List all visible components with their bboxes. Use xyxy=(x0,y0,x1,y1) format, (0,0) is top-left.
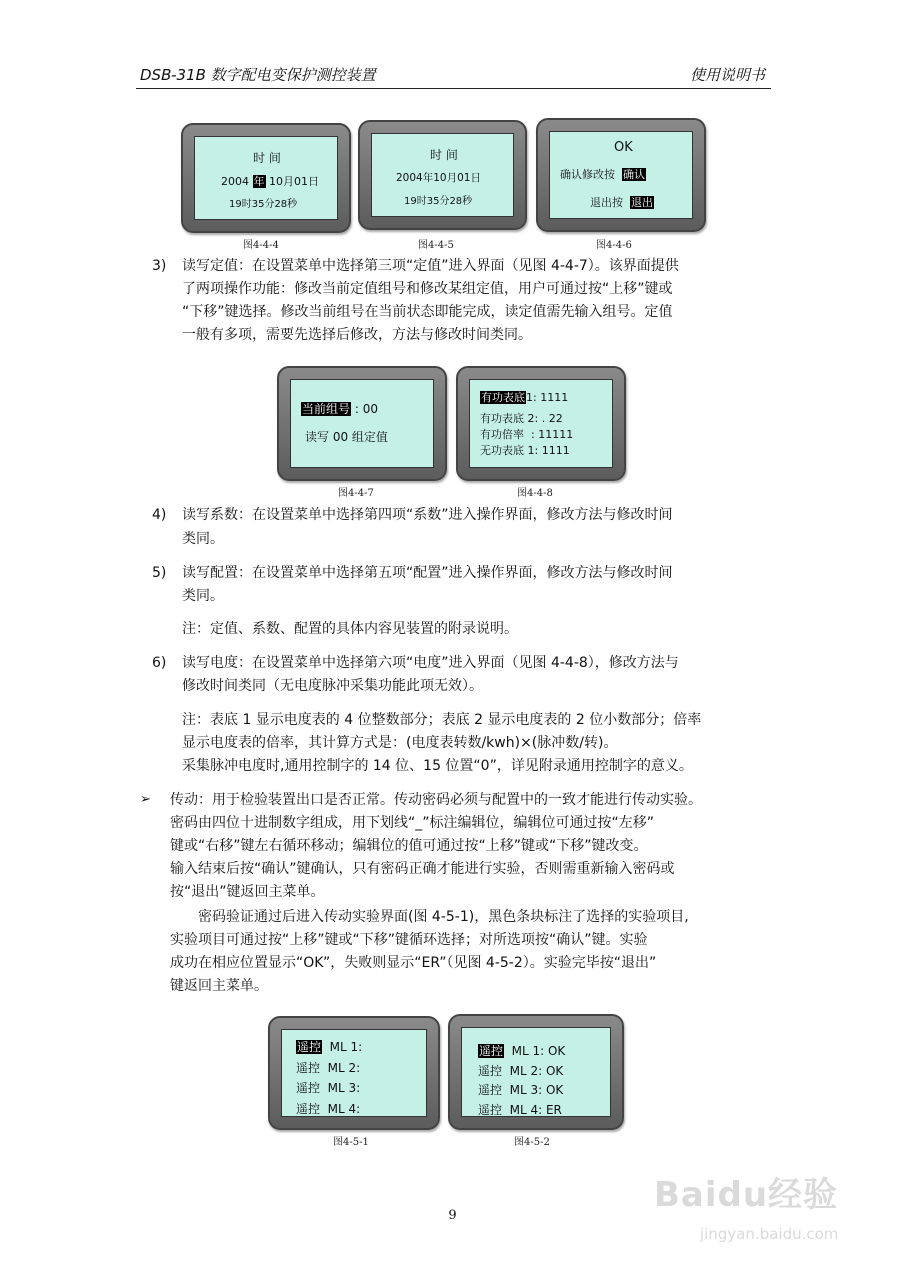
lcd-line xyxy=(478,1042,565,1059)
figure-caption: 图4-5-1 xyxy=(333,1137,369,1148)
lcd-line: 时 间 xyxy=(253,151,281,165)
lcd-text: ML 1: xyxy=(322,1040,363,1054)
note-line: 注：定值、系数、配置的具体内容见装置的附录说明。 xyxy=(182,621,518,637)
item-number: 3) xyxy=(152,258,167,274)
paragraph-line: 成功在相应位置显示“OK”，失败则显示“ER”（见图 4-5-2）。实验完毕按“退出” xyxy=(170,955,657,971)
lcd-line: 遥控 ML 2: xyxy=(296,1061,361,1075)
paragraph-line: 密码验证通过后进入传动实验界面(图 4-5-1)，黑色条块标注了选择的实验项目, xyxy=(170,909,689,925)
lcd-screen xyxy=(461,1027,611,1117)
lcd-screen xyxy=(371,133,514,217)
lcd-text: 退出按 xyxy=(590,196,623,209)
paragraph-line: 按“退出”键返回主菜单。 xyxy=(170,884,325,900)
paragraph-line: 读写电度：在设置菜单中选择第六项“电度”进入界面（见图 4-4-8），修改方法与 xyxy=(182,655,679,671)
figure-caption: 图4-4-4 xyxy=(243,240,279,251)
note-line: 注：表底 1 显示电度表的 4 位整数部分；表底 2 显示电度表的 2 位小数部分；倍率 xyxy=(182,712,702,728)
figure-caption: 图4-4-6 xyxy=(596,240,632,251)
lcd-text: 10月01日 xyxy=(265,175,319,188)
lcd-line: 19时35分28秒 xyxy=(404,196,473,207)
paragraph-line: 读写系数：在设置菜单中选择第四项“系数”进入操作界面，修改方法与修改时间 xyxy=(182,507,673,523)
lcd-screen xyxy=(549,131,693,219)
paragraph-line: 类同。 xyxy=(182,588,224,604)
note-line: 显示电度表的倍率，其计算方式是：(电度表转数/kwh)×(脉冲数/转)。 xyxy=(182,735,618,751)
lcd-text: : 00 xyxy=(351,402,378,416)
lcd-screen xyxy=(194,136,338,220)
lcd-line: 时 间 xyxy=(430,148,458,162)
lcd-line xyxy=(221,173,319,189)
paragraph-line: 类同。 xyxy=(182,531,224,547)
paragraph-line: 修改时间类同（无电度脉冲采集功能此项无效）。 xyxy=(182,678,483,694)
cursor-highlight: 年 xyxy=(253,175,265,188)
lcd-screen xyxy=(290,379,434,468)
lcd-figure-4-4-5 xyxy=(358,120,527,230)
paragraph-line: 一般有多项，需要先选择后修改，方法与修改时间类同。 xyxy=(182,327,532,343)
item-number: 6) xyxy=(152,655,167,671)
lcd-line: 有功表底 2: . 22 xyxy=(480,412,563,425)
paragraph-line: 实验项目可通过按“上移”键或“下移”键循环选择；对所选项按“确认”键。实验 xyxy=(170,932,648,948)
lcd-text: 确认修改按 xyxy=(560,168,615,181)
paragraph-line: 读写定值：在设置菜单中选择第三项“定值”进入界面（见图 4-4-7）。该界面提供 xyxy=(182,258,679,274)
lcd-line: 有功倍率 : 11111 xyxy=(480,428,574,441)
lcd-figure-4-4-4 xyxy=(181,123,351,233)
lcd-line xyxy=(301,400,378,417)
lcd-text: 2004 xyxy=(221,175,249,188)
lcd-line: 2004年10月01日 xyxy=(396,172,481,184)
selected-item-highlight: 遥控 xyxy=(479,1044,504,1058)
item-number: 5) xyxy=(152,565,167,581)
lcd-line: 无功表底 1: 1111 xyxy=(480,444,570,457)
lcd-line: 遥控 ML 4: ER xyxy=(478,1103,562,1117)
paragraph-line: “下移”键选择。修改当前组号在当前状态即能完成，读定值需先输入组号。定值 xyxy=(182,304,673,320)
watermark-url: jingyan.baidu.com xyxy=(700,1225,839,1243)
paragraph-line: 读写配置：在设置菜单中选择第五项“配置”进入操作界面，修改方法与修改时间 xyxy=(182,565,673,581)
paragraph-line: 键或“右移”键左右循环移动；编辑位的值可通过按“上移”键或“下移”键改变。 xyxy=(170,838,648,854)
paragraph-line: 密码由四位十进制数字组成，用下划线“_”标注编辑位，编辑位可通过按“左移” xyxy=(170,815,655,831)
lcd-figure-4-5-2 xyxy=(448,1014,624,1130)
lcd-line: 读写 00 组定值 xyxy=(305,430,388,444)
lcd-text: ML 1: OK xyxy=(504,1044,566,1058)
lcd-line: 遥控 ML 4: xyxy=(296,1102,361,1116)
meter-field-highlight: 有功表底 xyxy=(481,391,525,404)
group-number-highlight: 当前组号 xyxy=(302,402,351,416)
lcd-line: OK xyxy=(614,140,633,155)
note-line: 采集脉冲电度时,通用控制字的 14 位、15 位置“0”，详见附录通用控制字的意义。 xyxy=(182,758,693,774)
confirm-key-label: 确认 xyxy=(623,168,645,181)
lcd-line: 19时35分28秒 xyxy=(229,199,298,210)
lcd-line xyxy=(560,166,646,182)
figure-caption: 图4-4-7 xyxy=(338,488,374,499)
watermark-brand: Baidu经验 xyxy=(654,1175,839,1215)
lcd-screen xyxy=(281,1029,427,1117)
paragraph-line: 输入结束后按“确认”键确认，只有密码正确才能进行实验，否则需重新输入密码或 xyxy=(170,861,675,877)
page-number: 9 xyxy=(448,1208,457,1223)
lcd-line: 遥控 ML 2: OK xyxy=(478,1064,564,1078)
exit-key-label: 退出 xyxy=(631,196,653,209)
lcd-figure-4-4-6 xyxy=(536,118,706,232)
header-manual: 使用说明书 xyxy=(689,66,765,84)
lcd-figure-4-4-7 xyxy=(277,366,447,481)
lcd-text: 1: 1111 xyxy=(526,391,569,404)
paragraph-line: 了两项操作功能：修改当前定值组号和修改某组定值，用户可通过按“上移”键或 xyxy=(182,281,673,297)
figure-caption: 图4-5-2 xyxy=(514,1137,550,1148)
figure-caption: 图4-4-5 xyxy=(418,240,454,251)
item-number: 4) xyxy=(152,507,167,523)
lcd-line: 遥控 ML 3: xyxy=(296,1081,361,1095)
lcd-figure-4-5-1 xyxy=(268,1016,440,1130)
figure-caption: 图4-4-8 xyxy=(517,488,553,499)
header-rule xyxy=(136,88,771,89)
header-title: DSB-31B 数字配电变保护测控装置 xyxy=(140,66,376,84)
lcd-line xyxy=(590,194,654,210)
lcd-line xyxy=(480,389,568,405)
paragraph-line: 键返回主菜单。 xyxy=(170,978,268,994)
lcd-line xyxy=(296,1038,362,1055)
baidu-watermark xyxy=(644,1165,859,1255)
lcd-figure-4-4-8 xyxy=(456,366,626,481)
lcd-line: 遥控 ML 3: OK xyxy=(478,1083,564,1097)
lcd-screen xyxy=(469,379,613,468)
selected-item-highlight: 遥控 xyxy=(297,1040,322,1054)
paragraph-line: 传动：用于检验装置出口是否正常。传动密码必须与配置中的一致才能进行传动实验。 xyxy=(170,792,702,808)
bullet-arrow-icon: ➢ xyxy=(140,792,151,807)
